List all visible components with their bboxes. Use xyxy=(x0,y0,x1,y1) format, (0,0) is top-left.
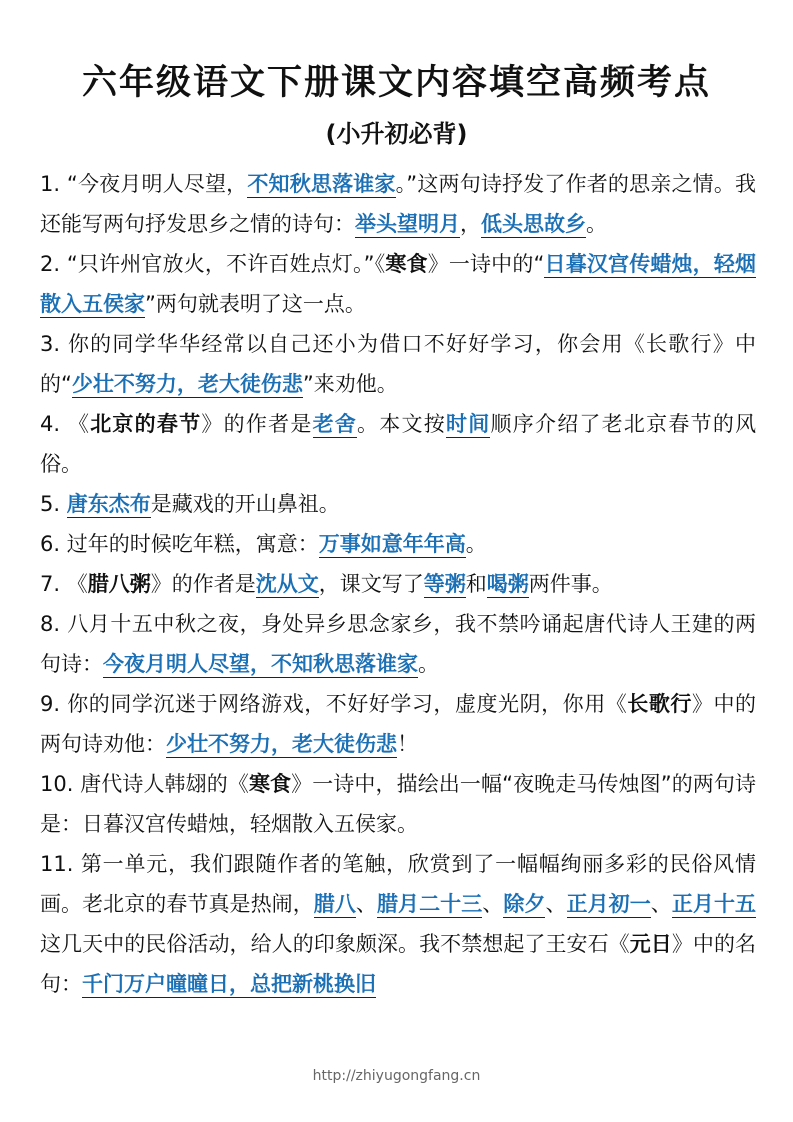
question-item-11: 11. 第一单元，我们跟随作者的笔触，欣赏到了一幅幅绚丽多彩的民俗风情画。老北京的春节真是热闹，腊八、腊月二十三、除夕、正月初一、正月十五这几天中的民俗活动，给人的印象颇深。我不禁想起了王安石《元日》中的名句：千门万户曈曈日，总把新桃换旧 xyxy=(40,852,757,996)
question-item-8: 8. 八月十五中秋之夜，身处异乡思念家乡，我不禁吟诵起唐代诗人王建的两句诗：今夜月明人尽望，不知秋思落谁家。 xyxy=(40,612,756,676)
source-url: http://zhiyugongfang.cn xyxy=(312,1068,481,1084)
answer-blank: 唐东杰布 xyxy=(66,492,151,516)
book-title: 寒食 xyxy=(385,252,428,276)
answer-blank: 正月初一 xyxy=(566,892,651,916)
answer-blank: 日暮汉宫传蜡烛，轻烟散入五侯家 xyxy=(40,252,756,316)
answer-blank: 正月十五 xyxy=(671,892,757,916)
book-title: 寒食 xyxy=(248,772,292,796)
answer-blank: 等粥 xyxy=(423,572,466,596)
page-title: 六年级语文下册课文内容填空高频考点 xyxy=(81,63,711,103)
answer-blank: 沈从文 xyxy=(255,572,319,596)
book-title: 北京的春节 xyxy=(90,412,202,436)
book-title: 元日 xyxy=(629,932,672,956)
answer-blank: 举头望明月 xyxy=(355,212,460,236)
answer-blank: 时间 xyxy=(446,412,491,436)
book-title: 长歌行 xyxy=(627,692,692,716)
question-list xyxy=(40,164,756,1004)
answer-blank: 腊八 xyxy=(313,892,356,916)
answer-blank: 腊月二十三 xyxy=(376,892,483,916)
answer-blank: 今夜月明人尽望，不知秋思落谁家 xyxy=(103,652,418,676)
question-item-2: 2. “只许州官放火，不许百姓点灯。”《寒食》一诗中的“日暮汉宫传蜡烛，轻烟散入五侯家”两句就表明了这一点。 xyxy=(40,252,756,316)
question-item-1: 1. “今夜月明人尽望，不知秋思落谁家。”这两句诗抒发了作者的思亲之情。我还能写两句抒发思乡之情的诗句：举头望明月，低头思故乡。 xyxy=(40,172,756,236)
book-title: 腊八粥 xyxy=(87,572,151,596)
answer-blank: 万事如意年年高 xyxy=(318,532,466,556)
question-item-6: 6. 过年的时候吃年糕，寓意：万事如意年年高。 xyxy=(40,532,487,556)
question-item-3: 3. 你的同学华华经常以自己还小为借口不好好学习，你会用《长歌行》中的“少壮不努力，老大徒伤悲”来劝他。 xyxy=(40,332,756,396)
page-subtitle: (小升初必背) xyxy=(325,120,468,148)
answer-blank: 少壮不努力，老大徒伤悲 xyxy=(71,372,303,396)
answer-blank: 老舍 xyxy=(312,412,358,436)
question-item-5: 5. 唐东杰布是藏戏的开山鼻祖。 xyxy=(40,492,340,516)
answer-blank: 少壮不努力，老大徒伤悲 xyxy=(166,732,397,756)
question-item-4: 4. 《北京的春节》的作者是老舍。本文按时间顺序介绍了老北京春节的风俗。 xyxy=(40,412,757,476)
answer-blank: 不知秋思落谁家 xyxy=(247,172,396,196)
answer-blank: 低头思故乡 xyxy=(481,212,586,236)
answer-blank: 喝粥 xyxy=(486,572,529,596)
question-item-10: 10. 唐代诗人韩翃的《寒食》一诗中，描绘出一幅“夜晚走马传烛图”的两句诗是：日暮汉宫传蜡烛，轻烟散入五侯家。 xyxy=(40,772,757,836)
answer-blank: 除夕 xyxy=(503,892,546,916)
question-item-9: 9. 你的同学沉迷于网络游戏，不好好学习，虚度光阴，你用《长歌行》中的两句诗劝他：少壮不努力，老大徒伤悲！ xyxy=(40,692,757,756)
answer-blank: 千门万户曈曈日，总把新桃换旧 xyxy=(82,972,376,996)
question-item-7: 7. 《腊八粥》的作者是沈从文，课文写了等粥和喝粥两件事。 xyxy=(40,572,613,596)
